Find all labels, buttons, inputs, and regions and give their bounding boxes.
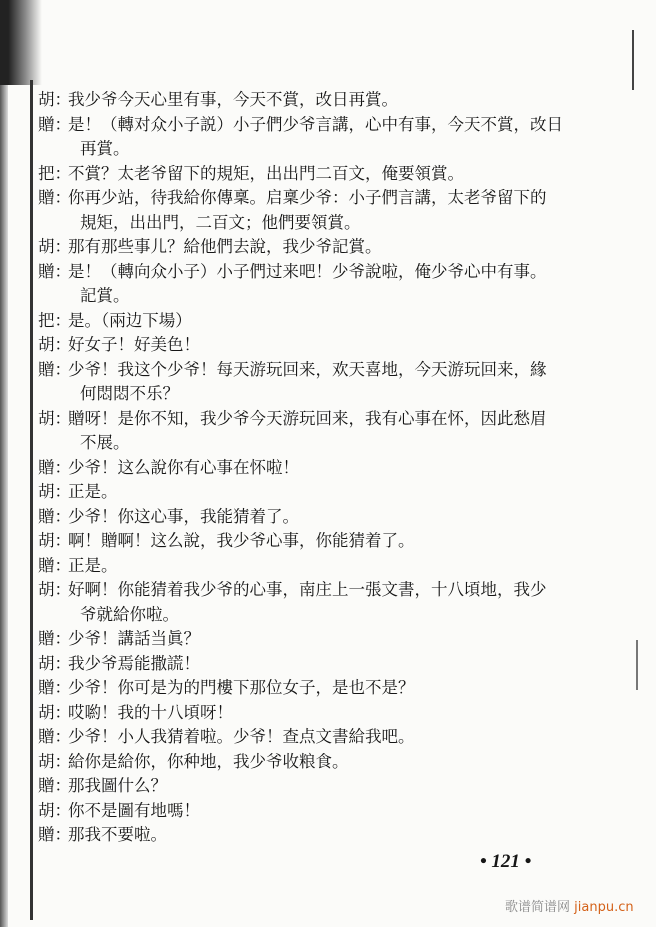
speaker-label: 贈：: [38, 555, 71, 575]
dialogue-line: [38, 309, 618, 334]
dialogue-line: [38, 529, 618, 554]
dialogue-continuation-line: [38, 603, 618, 628]
speech-text: 少爷！这么說你有心事在怀啦！: [68, 457, 299, 477]
scan-edge-shadow: [0, 0, 8, 927]
speech-text: 你再少站，待我給你傳稟。启稟少爷：小子們言講，太老爷留下的: [68, 188, 547, 207]
speaker-label: 胡：: [38, 702, 71, 722]
dialogue-line: [38, 627, 618, 652]
speaker-label: 胡：: [38, 408, 71, 428]
dialogue-entry: [38, 260, 618, 309]
dialogue-line: [38, 407, 618, 432]
dialogue-entry: [38, 505, 618, 530]
speech-text: 爷就給你啦。: [80, 604, 179, 624]
dialogue-line: [38, 676, 618, 701]
page-number: • 121 •: [480, 851, 532, 872]
dialogue-entry: [38, 88, 618, 113]
dialogue-line: [38, 235, 618, 260]
speech-text: 那我不要啦。: [68, 825, 167, 844]
dialogue-line: [38, 554, 618, 579]
dialogue-line: [38, 725, 618, 750]
speaker-label: 贈：: [38, 506, 71, 526]
dialogue-entry: [38, 750, 618, 775]
speech-text: 少爷！你可是为的門樓下那位女子，是也不是？: [68, 678, 415, 697]
dialogue-line: [38, 162, 618, 187]
dialogue-entry: [38, 627, 618, 652]
dialogue-line: [38, 505, 618, 530]
speech-text: 那有那些事儿？給他們去說，我少爷記賞。: [68, 237, 382, 256]
dialogue-line: [38, 456, 618, 481]
speaker-label: 胡：: [38, 800, 71, 820]
scan-mark: [636, 640, 638, 690]
speaker-label: 胡：: [38, 335, 71, 354]
speech-text: 再賞。: [80, 139, 130, 158]
watermark-site: 歌谱简谱网: [505, 900, 571, 915]
speaker-label: 贈：: [38, 457, 71, 477]
speech-text: 少爷！小人我猜着啦。少爷！查点文書給我吧。: [68, 727, 415, 746]
dialogue-line: [38, 333, 618, 358]
speech-text: 哎喲！我的十八頃呀！: [68, 702, 233, 722]
dialogue-line: [38, 578, 618, 603]
speech-text: 記賞。: [80, 286, 130, 305]
dialogue-continuation-line: [38, 431, 618, 456]
dialogue-entry: [38, 774, 618, 799]
dialogue-entry: [38, 725, 618, 750]
dialogue-continuation-line: [38, 211, 618, 236]
dialogue-continuation-line: [38, 137, 618, 162]
dialogue-entry: [38, 309, 618, 334]
dialogue-entry: [38, 799, 618, 824]
speech-text: 正是。: [68, 555, 118, 575]
dialogue-entry: [38, 407, 618, 456]
speaker-label: 胡：: [38, 237, 71, 256]
scan-mark: [632, 30, 634, 90]
dialogue-entry: [38, 186, 618, 235]
dialogue-entry: [38, 652, 618, 677]
speaker-label: 贈：: [38, 188, 71, 207]
speech-text: 正是。: [68, 482, 118, 501]
dialogue-line: [38, 701, 618, 726]
speaker-label: 贈：: [38, 629, 71, 648]
dialogue-line: [38, 480, 618, 505]
speech-text: 規矩，出出門，二百文；他們要領賞。: [80, 212, 361, 232]
speech-text: 少爷！我这个少爷！每天游玩回来，欢天喜地，今天游玩回来，緣: [68, 359, 547, 379]
speaker-label: 胡：: [38, 653, 71, 673]
page-binding-line: [30, 80, 33, 920]
speech-text: 少爷！講話当眞？: [68, 629, 200, 648]
dialogue-continuation-line: [38, 382, 618, 407]
dialogue-entry: [38, 578, 618, 627]
dialogue-entry: [38, 480, 618, 505]
speech-text: 我少爷今天心里有事，今天不賞，改日再賞。: [68, 90, 398, 109]
speech-text: 不展。: [80, 433, 130, 452]
dialogue-entry: [38, 162, 618, 187]
speech-text: 我少爷焉能撒謊！: [68, 653, 200, 673]
speaker-label: 把：: [38, 163, 71, 183]
dialogue-line: [38, 88, 618, 113]
dialogue-entry: [38, 529, 618, 554]
speech-text: 好啊！你能猜着我少爷的心事，南庄上一張文書，十八頃地，我少: [68, 580, 547, 599]
speech-text: 少爷！你这心事，我能猜着了。: [68, 506, 299, 526]
dialogue-line: [38, 186, 618, 211]
scan-edge-dark-corner: [0, 0, 42, 85]
dialogue-body: [38, 88, 618, 848]
speaker-label: 胡：: [38, 90, 71, 109]
speaker-label: 贈：: [38, 359, 71, 379]
speaker-label: 胡：: [38, 580, 71, 599]
speech-text: 好女子！好美色！: [68, 335, 200, 354]
speaker-label: 贈：: [38, 114, 71, 134]
speech-text: 是！（轉向众小子）小子們过来吧！少爷說啦，俺少爷心中有事。: [68, 261, 547, 281]
speech-text: 不賞？太老爷留下的規矩，出出門二百文，俺要領賞。: [68, 163, 464, 183]
dialogue-line: [38, 113, 618, 138]
speaker-label: 贈：: [38, 727, 71, 746]
dialogue-line: [38, 652, 618, 677]
speech-text: 何悶悶不乐？: [80, 384, 179, 403]
watermark: [505, 896, 634, 915]
dialogue-line: [38, 750, 618, 775]
dialogue-line: [38, 358, 618, 383]
speech-text: 啊！贈啊！这么說，我少爷心事，你能猜着了。: [68, 531, 415, 550]
speech-text: 是。（兩边下場）: [68, 310, 192, 330]
dialogue-entry: [38, 676, 618, 701]
speaker-label: 胡：: [38, 482, 71, 501]
speaker-label: 胡：: [38, 531, 71, 550]
dialogue-continuation-line: [38, 284, 618, 309]
speaker-label: 贈：: [38, 678, 71, 697]
dialogue-line: [38, 799, 618, 824]
dialogue-line: [38, 823, 618, 848]
speech-text: 贈呀！是你不知，我少爷今天游玩回来，我有心事在怀，因此愁眉: [68, 408, 547, 428]
dialogue-entry: [38, 358, 618, 407]
dialogue-line: [38, 260, 618, 285]
speaker-label: 贈：: [38, 261, 71, 281]
speech-text: 給你是給你，你种地，我少爷收粮食。: [68, 751, 349, 771]
speaker-label: 贈：: [38, 825, 71, 844]
dialogue-entry: [38, 554, 618, 579]
dialogue-entry: [38, 333, 618, 358]
speech-text: 那我圖什么？: [68, 776, 167, 795]
speaker-label: 贈：: [38, 776, 71, 795]
speech-text: 你不是圖有地嗎！: [68, 800, 200, 820]
dialogue-entry: [38, 113, 618, 162]
speech-text: 是！（轉对众小子説）小子們少爷言講，心中有事，今天不賞，改日: [68, 114, 563, 134]
dialogue-entry: [38, 235, 618, 260]
speaker-label: 把：: [38, 310, 71, 330]
speaker-label: 胡：: [38, 751, 71, 771]
dialogue-entry: [38, 701, 618, 726]
dialogue-entry: [38, 823, 618, 848]
dialogue-entry: [38, 456, 618, 481]
watermark-domain: jianpu.cn: [574, 900, 634, 915]
dialogue-line: [38, 774, 618, 799]
